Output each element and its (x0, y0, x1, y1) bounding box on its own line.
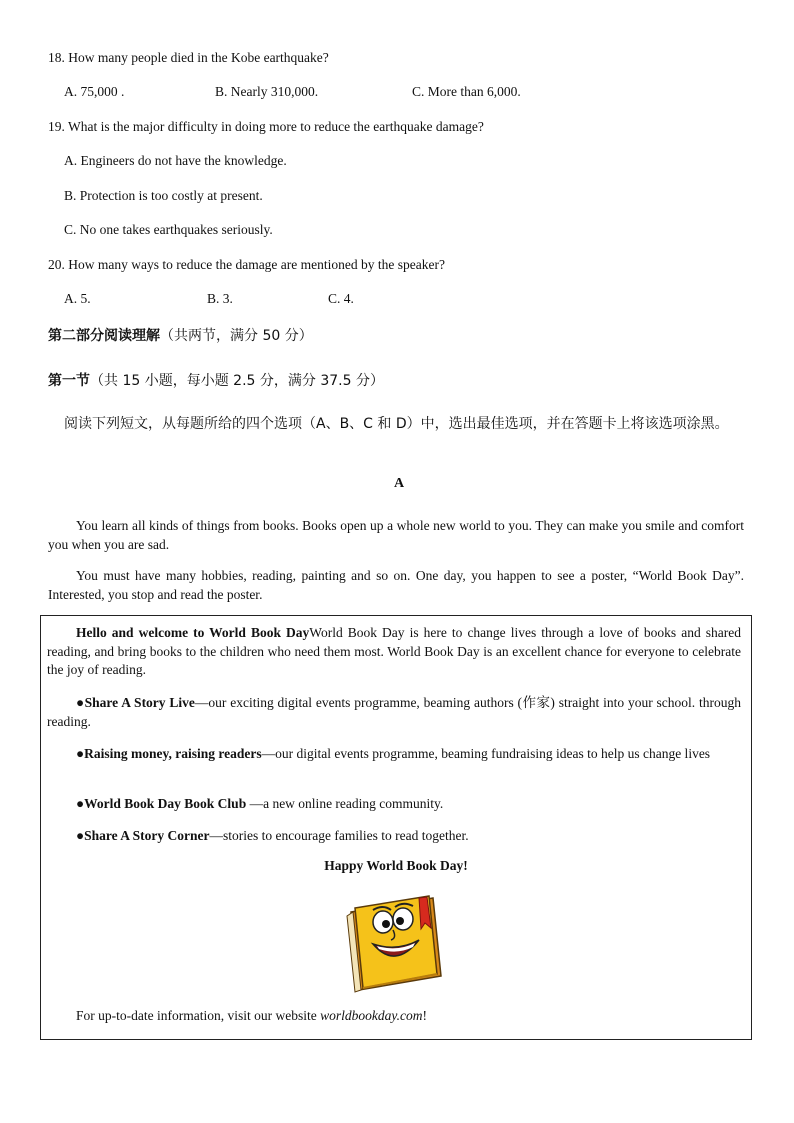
poster-intro-title: Hello and welcome to World Book Day (76, 625, 310, 640)
q19-option-b: B. Protection is too costly at present. (64, 188, 263, 203)
bullet-text: —stories to encourage families to read together. (209, 828, 469, 843)
q19-option-c: C. No one takes earthquakes seriously. (64, 222, 273, 237)
q18-option-a: A. 75,000 . (64, 84, 125, 99)
poster-bullet-raising-money (47, 745, 741, 764)
section-one-heading (48, 370, 384, 390)
q18-option-c: C. More than 6,000. (412, 84, 521, 99)
passage-paragraph-1: You learn all kinds of things from books. Books open up a whole new world to you. They can make you smile and comfort you when you are sad. (48, 518, 744, 552)
poster-footer (47, 1007, 741, 1026)
poster-happy-heading: Happy World Book Day! (324, 858, 468, 873)
q18-option-b: B. Nearly 310,000. (215, 84, 319, 99)
section-one-title: 第一节 (48, 373, 90, 389)
passage-letter: A (394, 476, 405, 491)
section-one-scoring: （共 15 小题，每小题 2.5 分，满分 37.5 分） (90, 373, 384, 389)
poster-bullet-book-club (47, 795, 741, 814)
q20-option-a: A. 5. (64, 291, 91, 306)
poster-bullet-share-a-story-corner (47, 827, 741, 846)
website-link[interactable]: worldbookday.com (320, 1008, 423, 1023)
poster-intro (47, 624, 741, 680)
part-two-title: 第二部分阅读理解 (48, 328, 160, 344)
part-two-heading (48, 325, 313, 345)
bullet-text: —a new online reading community. (246, 796, 444, 811)
question-18: 18. How many people died in the Kobe earthquake? (48, 50, 329, 65)
smiling-book-illustration (337, 890, 453, 994)
question-20: 20. How many ways to reduce the damage are mentioned by the speaker? (48, 257, 445, 272)
world-book-day-poster (40, 615, 752, 1040)
bullet-title: ●World Book Day Book Club (76, 796, 247, 811)
poster-intro-text: World Book Day is here to change lives through a love of books and shared reading, and bring books to the children who need them most. World Book Day is an excellent chance for everyone to celebrate the joy of reading. (47, 625, 741, 677)
question-19: 19. What is the major difficulty in doing more to reduce the earthquake damage? (48, 119, 484, 134)
q20-option-c: C. 4. (328, 291, 354, 306)
bullet-text: —our digital events programme, beaming fundraising ideas to help us change lives (261, 746, 711, 761)
part-two-scoring: （共两节，满分 50 分） (160, 328, 313, 344)
q20-option-b: B. 3. (207, 291, 233, 306)
reading-instruction: 阅读下列短文，从每题所给的四个选项（A、B、C 和 D）中，选出最佳选项，并在答题卡上将该选项涂黑。 (64, 416, 729, 432)
footer-punctuation: ! (422, 1008, 427, 1023)
bullet-title: ●Raising money, raising readers (76, 746, 262, 761)
footer-text: For up-to-date information, visit our website (76, 1008, 321, 1023)
bullet-text: —our exciting digital events programme, beaming authors (作家) straight into your school. through reading. (47, 695, 741, 729)
poster-bullet-share-a-story-live (47, 694, 741, 731)
passage-paragraph-2: You must have many hobbies, reading, painting and so on. One day, you happen to see a poster, “World Book Day”. Interested, you stop and read the poster. (48, 568, 744, 602)
bullet-title: ●Share A Story Corner (76, 828, 210, 843)
q19-option-a: A. Engineers do not have the knowledge. (64, 153, 287, 168)
bullet-title: ●Share A Story Live (76, 695, 195, 710)
